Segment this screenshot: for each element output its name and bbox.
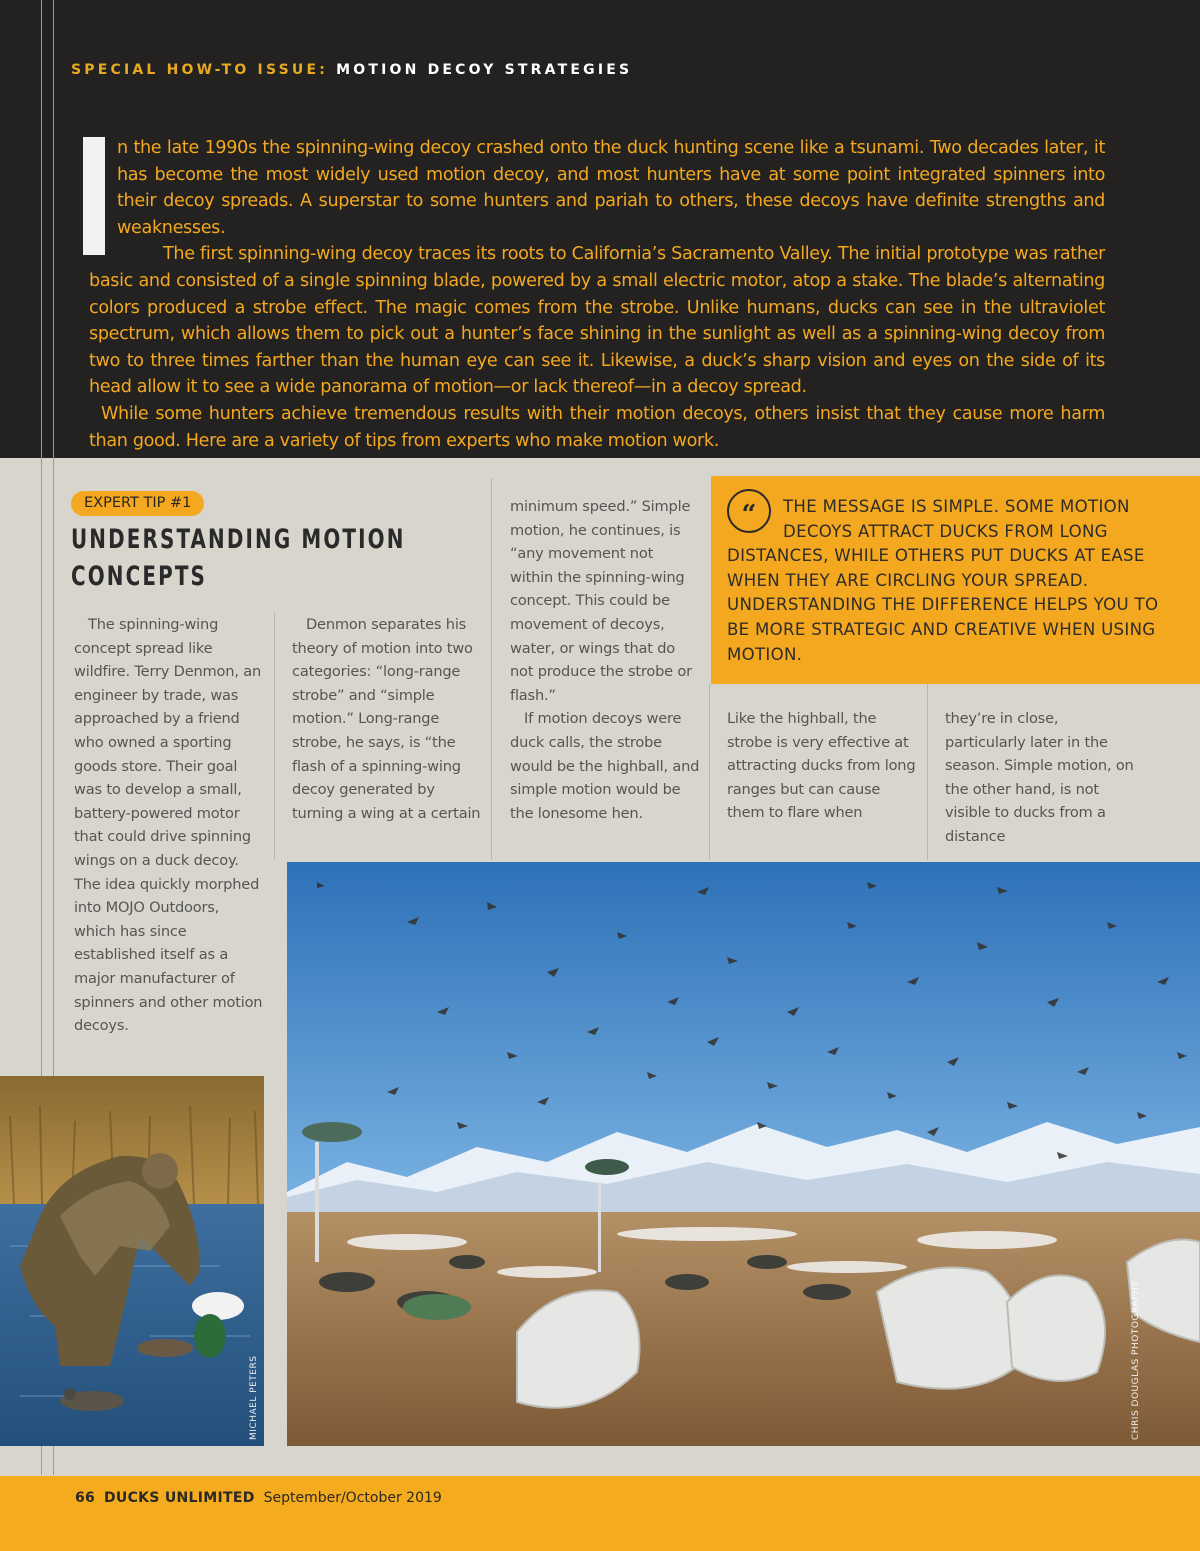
kicker-label: SPECIAL HOW-TO ISSUE:: [71, 62, 329, 78]
kicker-topic: MOTION DECOY STRATEGIES: [336, 62, 633, 78]
quote-mark-icon: “: [727, 489, 771, 533]
column-5-paragraph: they’re in close, particularly later in the season. Simple motion, on the other hand, is not visible to ducks from a distance: [945, 710, 1134, 845]
body-column-3: [510, 495, 700, 825]
column-3-paragraph-1: minimum speed.” Simple motion, he continues, is “any movement not within the spinning-wing concept. This could be movement of decoys, water, or wings that do not produce the strobe or flash.”: [510, 498, 692, 704]
photo-credit-field: CHRIS DOUGLAS PHOTOGRAPHY: [1131, 1280, 1141, 1440]
column-rule: [709, 684, 710, 860]
intro-paragraph-1: n the late 1990s the spinning-wing decoy crashed onto the duck hunting scene like a tsunami. Two decades later, it has become the most widely used motion decoy, and most hunters have at some point integrated spinners into their decoy spreads. A superstar to some hunters and pariah to others, these decoys have definite strengths and weaknesses.: [117, 138, 1105, 238]
decoy-field-photo-art: [287, 862, 1200, 1446]
page-footer: [75, 1488, 442, 1508]
intro-paragraph-2: The first spinning-wing decoy traces its roots to California’s Sacramento Valley. The initial prototype was rather basic and consisted of a single spinning blade, powered by a small electric motor, atop a stake. The blade’s alternating colors produced a strobe effect. The magic comes from the strobe. Unlike humans, ducks can see in the ultraviolet spectrum, which allows them to pick out a hunter’s face shining in the sunlight as well as a spinning-wing decoy from two to three times farther than the human eye can see it. Likewise, a duck’s sharp vision and eyes on the side of its head allow it to see a wide panorama of motion—or lack thereof—in a decoy spread.: [89, 244, 1105, 398]
pull-quote-text: THE MESSAGE IS SIMPLE. SOME MOTION DECOYS ATTRACT DUCKS FROM LONG DISTANCES, WHILE OTHERS PUT DUCKS AT EASE WHEN THEY ARE CIRCLING YOUR SPREAD. UNDERSTANDING THE DIFFERENCE HELPS YOU TO BE MORE STRATEGIC AND CREATIVE WHEN USING MOTION.: [727, 497, 1159, 664]
body-column-2: [292, 613, 482, 825]
body-column-4: [727, 707, 917, 825]
magazine-name: DUCKS UNLIMITED: [104, 1490, 255, 1506]
expert-tip-badge: EXPERT TIP #1: [71, 491, 204, 516]
column-rule: [491, 478, 492, 860]
section-title-line-1: UNDERSTANDING MOTION: [71, 524, 406, 555]
column-3-paragraph-2: If motion decoys were duck calls, the strobe would be the highball, and simple motion would be the lonesome hen.: [510, 710, 700, 822]
section-kicker: [71, 61, 632, 79]
column-1-paragraph: The spinning-wing concept spread like wildfire. Terry Denmon, an engineer by trade, was approached by a friend who owned a sporting goods store. Their goal was to develop a small, battery-powered motor that could drive spinning wings on a duck decoy. The idea quickly morphed into MOJO Outdoors, which has since established itself as a major manufacturer of spinners and other motion decoys.: [74, 616, 263, 1035]
column-rule: [927, 684, 928, 860]
body-column-5: [945, 707, 1135, 849]
intro-paragraph-3: While some hunters achieve tremendous results with their motion decoys, others insist that they cause more harm than good. Here are a variety of tips from experts who make motion work.: [89, 403, 1105, 451]
body-column-1: [74, 613, 264, 1038]
photo-credit-hunter: MICHAEL PETERS: [249, 1355, 259, 1440]
section-title-line-2: CONCEPTS: [71, 561, 208, 592]
decoy-field-photo: [287, 862, 1200, 1446]
page-number: 66: [75, 1490, 96, 1506]
intro-text: [89, 135, 1105, 454]
column-4-paragraph: Like the highball, the strobe is very effective at attracting ducks from long ranges but can cause them to flare when: [727, 710, 916, 822]
column-2-paragraph: Denmon separates his theory of motion into two categories: “long-range strobe” and “simple motion.” Long-range strobe, he says, is “the flash of a spinning-wing decoy generated by turning a wing at a certain: [292, 616, 481, 822]
issue-date: September/October 2019: [263, 1490, 442, 1506]
column-rule: [274, 613, 275, 860]
section-title: [71, 521, 406, 595]
hunter-photo-art: [0, 1076, 264, 1446]
drop-cap: [83, 137, 105, 255]
hunter-photo: [0, 1076, 264, 1446]
